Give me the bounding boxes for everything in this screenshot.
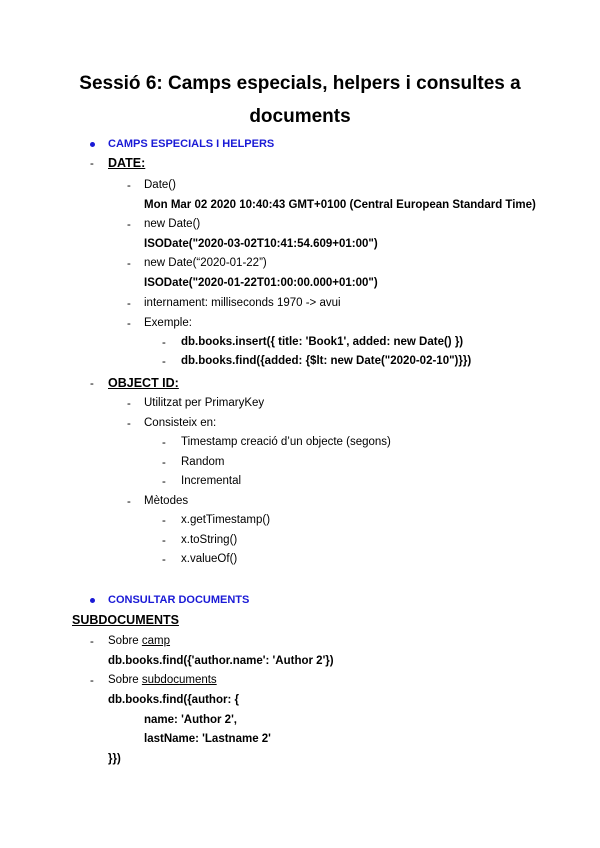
date-code-2: new Date()	[144, 218, 201, 230]
subdocuments-link[interactable]: subdocuments	[141, 674, 217, 686]
objectid-methods-label: Mètodes	[144, 495, 189, 507]
consists-item-3: Incremental	[181, 475, 242, 487]
sobre-camp-line	[108, 634, 170, 648]
dash-marker: -	[162, 515, 166, 527]
subdoc-code-line-2: name: 'Author 2',	[144, 714, 238, 726]
objectid-used: Utilitzat per PrimaryKey	[144, 397, 265, 409]
section-heading-consultar: CONSULTAR DOCUMENTS	[108, 594, 250, 606]
objectid-consists-label: Consisteix en:	[144, 417, 217, 429]
dash-marker: -	[162, 437, 166, 449]
example-code-1: db.books.insert({ title: 'Book1', added: new Date() })	[181, 336, 464, 348]
camp-query-code: db.books.find({'author.name': 'Author 2'})	[108, 655, 334, 667]
section-heading-camps: CAMPS ESPECIALS I HELPERS	[108, 138, 275, 150]
date-result-3: ISODate("2020-01-22T01:00:00.000+01:00")	[144, 277, 378, 289]
page-title-line-2: documents	[249, 106, 351, 127]
subdoc-code-line-3: lastName: 'Lastname 2'	[144, 733, 271, 745]
method-item-2: x.toString()	[181, 534, 238, 546]
dash-marker: -	[162, 457, 166, 469]
camp-link[interactable]: camp	[141, 635, 171, 647]
example-code-2: db.books.find({added: {$lt: new Date("2020-02-10")}})	[181, 355, 472, 367]
dash-marker: -	[162, 337, 166, 349]
consists-item-1: Timestamp creació d’un objecte (segons)	[181, 436, 391, 448]
dash-marker: -	[127, 219, 131, 231]
sobre-camp-prefix: Sobre	[108, 635, 142, 647]
subdoc-code-line-1: db.books.find({author: {	[108, 694, 239, 706]
dash-marker: -	[127, 496, 131, 508]
subdocuments-heading: SUBDOCUMENTS	[72, 613, 179, 627]
date-result-2: ISODate("2020-03-02T10:41:54.609+01:00")	[144, 238, 378, 250]
date-heading: DATE:	[108, 156, 146, 170]
dash-marker: -	[90, 636, 94, 648]
subdoc-code-line-4: }})	[108, 753, 121, 765]
objectid-heading: OBJECT ID:	[108, 376, 179, 390]
dash-marker: -	[127, 180, 131, 192]
sobre-subdocuments-line	[108, 673, 217, 687]
dash-marker: -	[162, 476, 166, 488]
dash-marker: -	[90, 158, 94, 170]
dash-marker: -	[127, 418, 131, 430]
method-item-1: x.getTimestamp()	[181, 514, 271, 526]
method-item-3: x.valueOf()	[181, 553, 238, 565]
dash-marker: -	[127, 258, 131, 270]
date-code-1: Date()	[144, 179, 176, 191]
dash-marker: -	[162, 554, 166, 566]
date-code-3: new Date(“2020-01-22”)	[144, 257, 267, 269]
bullet-dot-icon	[90, 142, 95, 147]
bullet-dot-icon	[90, 598, 95, 603]
dash-marker: -	[127, 318, 131, 330]
example-label: Exemple:	[144, 317, 192, 329]
page-title-line-1: Sessió 6: Camps especials, helpers i consultes a	[79, 73, 521, 94]
date-result-1: Mon Mar 02 2020 10:40:43 GMT+0100 (Central European Standard Time)	[144, 199, 536, 211]
sobre-subdocuments-prefix: Sobre	[108, 674, 142, 686]
date-internal-note: internament: milliseconds 1970 -> avui	[144, 297, 341, 309]
dash-marker: -	[90, 675, 94, 687]
dash-marker: -	[127, 398, 131, 410]
dash-marker: -	[162, 356, 166, 368]
consists-item-2: Random	[181, 456, 225, 468]
dash-marker: -	[162, 535, 166, 547]
dash-marker: -	[90, 378, 94, 390]
dash-marker: -	[127, 298, 131, 310]
